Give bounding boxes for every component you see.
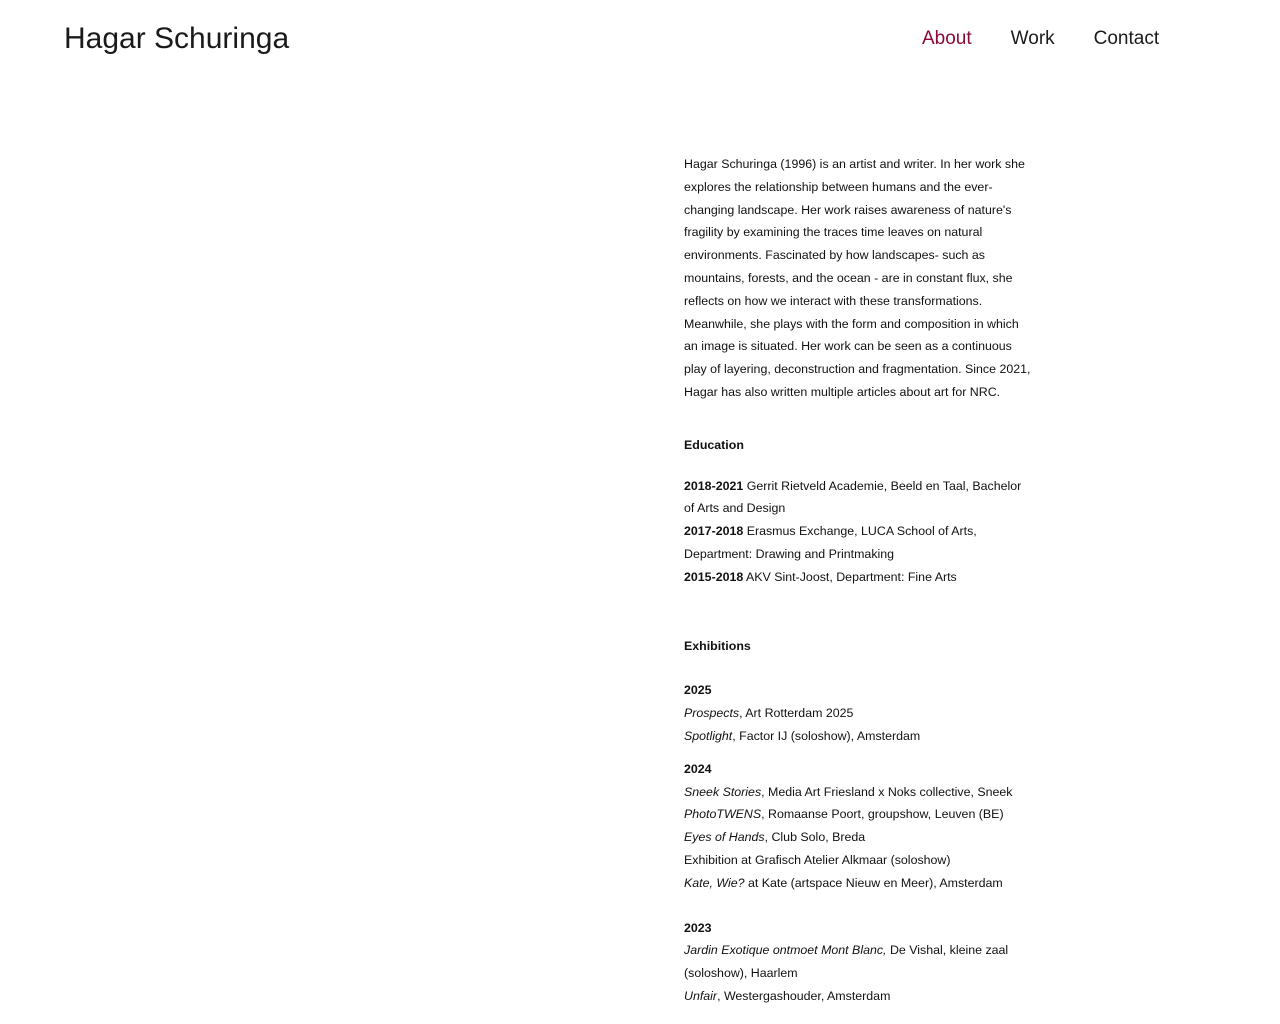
education-years: 2015-2018: [684, 569, 744, 584]
bio-paragraph: Hagar Schuringa (1996) is an artist and writer. In her work she explores the relationship between humans and the ever-changing landscape. Her work raises awareness of nature's fragility by examining the traces time leaves on natural environments. Fascinated by how landscapes- such as mountains, forests, and the ocean - are in constant flux, she reflects on how we interact with these transformations. Meanwhile, she plays with the form and composition in which an image is situated. Her work can be seen as a continuous play of layering, deconstruction and fragmentation. Since 2021, Hagar has also written multiple articles about art for NRC.: [684, 157, 1031, 399]
exhibition-item: [684, 826, 1034, 849]
nav-about[interactable]: About: [922, 28, 972, 49]
exhibition-title: Eyes of Hands: [684, 830, 765, 845]
exhibition-detail: , Westergashouder, Amsterdam: [717, 988, 891, 1003]
education-years: 2018-2021: [684, 478, 744, 493]
exhibition-title: Sneek Stories: [684, 784, 762, 799]
about-content: [684, 153, 1034, 1018]
exhibition-item: [684, 702, 1034, 725]
exhibition-title: Spotlight: [684, 728, 733, 743]
education-text: Erasmus Exchange, LUCA School of Arts, Department: Drawing and Printmaking: [684, 524, 977, 561]
exhibition-year: 2023: [684, 920, 712, 935]
exhibition-detail: De Vishal, kleine zaal (soloshow), Haarlem: [684, 943, 1009, 981]
nav-contact[interactable]: Contact: [1093, 28, 1160, 49]
main-nav: [922, 27, 1159, 51]
exhibition-year: 2025: [684, 683, 712, 698]
exhibition-title: PhotoTWENS: [684, 807, 762, 822]
exhibition-detail: at Kate (artspace Nieuw en Meer), Amsterdam: [744, 875, 1003, 890]
exhibition-item: [684, 939, 1034, 985]
exhibition-year-2024: [684, 758, 1034, 895]
exhibition-year: 2024: [684, 761, 712, 776]
education-list: [684, 475, 1034, 589]
education-text: AKV Sint-Joost, Department: Fine Arts: [743, 569, 957, 584]
exhibition-year-2023: [684, 917, 1034, 1008]
exhibition-item: [684, 872, 1034, 895]
exhibitions-heading: Exhibitions: [684, 638, 751, 653]
exhibition-detail: , Club Solo, Breda: [764, 830, 866, 845]
education-years: 2017-2018: [684, 524, 744, 539]
exhibition-item: [684, 985, 1034, 1008]
education-text: Gerrit Rietveld Academie, Beeld en Taal, Bachelor of Arts and Design: [684, 478, 1022, 516]
exhibition-item: [684, 849, 1034, 872]
exhibition-item: [684, 725, 1034, 748]
exhibition-detail: , Media Art Friesland x Noks collective, Sneek: [761, 784, 1013, 799]
exhibition-detail: Exhibition at Grafisch Atelier Alkmaar (soloshow): [684, 852, 951, 867]
education-item: [684, 475, 1034, 521]
education-item: [684, 566, 1034, 589]
exhibition-item: [684, 803, 1034, 826]
site-title-link[interactable]: Hagar Schuringa: [64, 22, 290, 55]
exhibition-year-2025: [684, 679, 1034, 747]
exhibition-title: Kate, Wie?: [684, 875, 745, 890]
exhibition-item: [684, 781, 1034, 804]
exhibition-detail: , Factor IJ (soloshow), Amsterdam: [732, 728, 921, 743]
exhibition-title: Jardin Exotique ontmoet Mont Blanc,: [684, 943, 887, 958]
education-heading: Education: [684, 437, 744, 452]
exhibition-detail: , Art Rotterdam 2025: [739, 706, 854, 721]
exhibition-title: Prospects: [684, 706, 740, 721]
education-item: [684, 520, 1034, 566]
exhibition-title: Unfair: [684, 988, 718, 1003]
nav-work[interactable]: Work: [1010, 28, 1055, 49]
exhibition-detail: , Romaanse Poort, groupshow, Leuven (BE): [761, 807, 1004, 822]
